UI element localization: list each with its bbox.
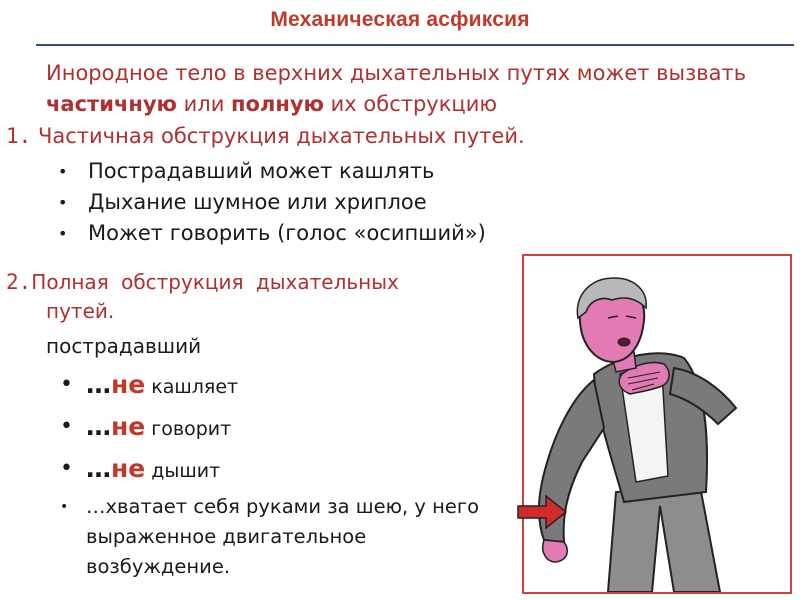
intro-paragraph [46,58,786,120]
list-item [60,406,510,448]
page-title: Механическая асфиксия [270,8,530,31]
bullet-icon: • [60,372,73,397]
section2-title-line1: Полная обструкция дыхательных [31,270,399,294]
list-item [60,364,510,406]
bullet-icon: • [58,193,68,212]
right-arrow-icon [516,494,568,534]
list-item [60,492,510,582]
choking-person-drawing [524,256,790,592]
section2-heading [6,268,506,326]
list-item [58,156,758,187]
section1-heading [6,124,766,148]
list-item-text: говорит [145,418,232,440]
bullet-icon: • [60,499,69,515]
bullet-icon: • [60,456,73,481]
list-item [60,448,510,490]
list-item-text: кашляет [145,376,239,398]
list-item-text: Пострадавший может кашлять [88,159,435,183]
bullet-icon: • [58,162,68,181]
list-item [58,218,758,249]
victim-label: пострадавший [46,334,202,358]
ellipsis: … [86,454,111,483]
list-item [58,187,758,218]
choking-person-illustration [522,254,792,594]
section2-list [60,364,510,582]
negation-word: не [111,370,146,399]
intro-full-emphasis: полную [231,92,324,116]
ellipsis: … [86,370,111,399]
list-item-text: дышит [145,460,221,482]
title-divider [36,44,794,46]
intro-text-2: их обструкцию [323,92,498,116]
list-item-text: Может говорить (голос «осипший») [88,221,486,245]
list-item-text: Дыхание шумное или хриплое [88,190,427,214]
bullet-icon: • [60,414,73,439]
section1-title: Частичная обструкция дыхательных путей. [37,124,525,148]
list-item-text: …хватает себя руками за шею, у него выраженное двигательное возбуждение. [86,495,480,578]
ellipsis: … [86,412,111,441]
intro-text-1: Инородное тело в верхних дыхательных путях может вызвать [46,61,747,85]
intro-or: или [176,92,232,116]
section1-list [58,156,758,249]
section1-number: 1. [6,124,32,148]
intro-partial-emphasis: частичную [46,92,177,116]
bullet-icon: • [58,224,68,243]
section2-number: 2. [6,270,32,294]
negation-word: не [111,454,146,483]
section2-title-line2: путей. [46,299,115,323]
negation-word: не [111,412,146,441]
